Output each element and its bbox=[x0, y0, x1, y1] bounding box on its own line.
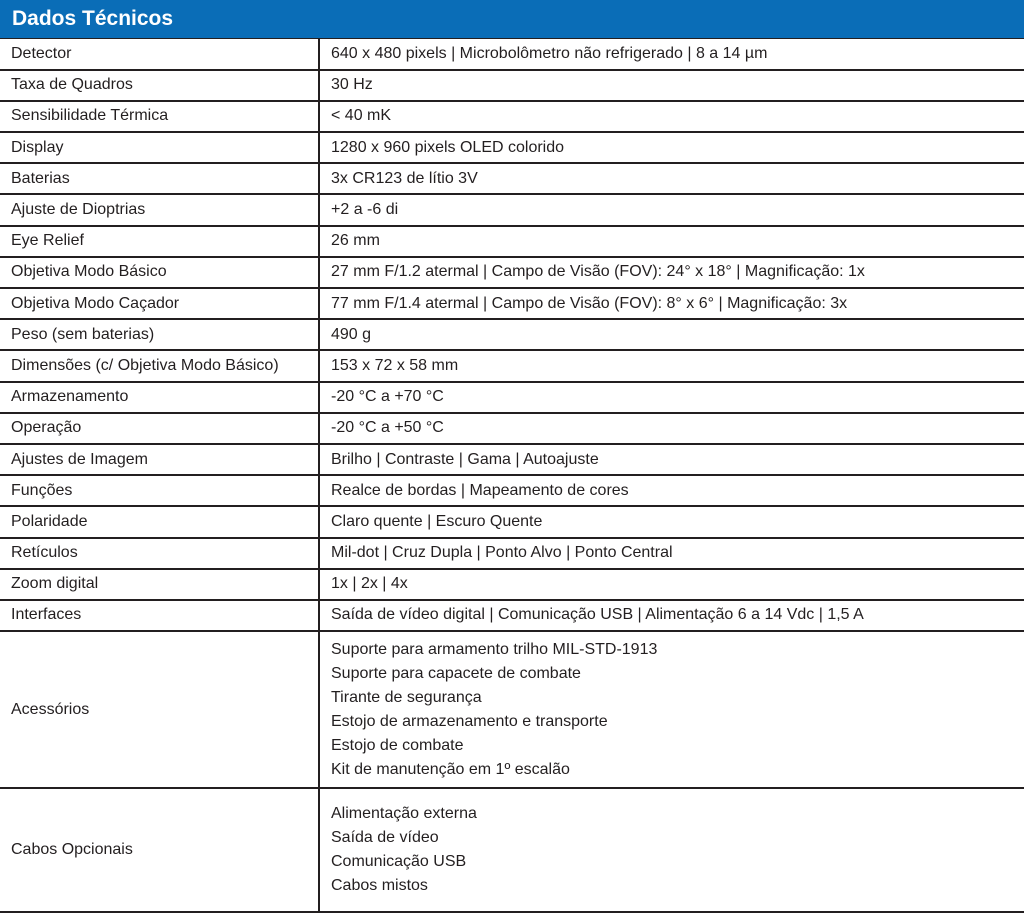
spec-value: Brilho | Contraste | Gama | Autoajuste bbox=[319, 444, 1024, 475]
spec-value: Saída de vídeo digital | Comunicação USB | Alimentação 6 a 14 Vdc | 1,5 A bbox=[319, 600, 1024, 631]
specs-table bbox=[0, 38, 1024, 913]
spec-value: Claro quente | Escuro Quente bbox=[319, 506, 1024, 537]
accessory-item: Kit de manutenção em 1º escalão bbox=[331, 760, 570, 778]
spec-label: Cabos Opcionais bbox=[0, 788, 319, 912]
spec-label: Zoom digital bbox=[0, 569, 319, 600]
spec-value: 27 mm F/1.2 atermal | Campo de Visão (FOV): 24° x 18° | Magnificação: 1x bbox=[319, 257, 1024, 288]
spec-value: 640 x 480 pixels | Microbolômetro não refrigerado | 8 a 14 µm bbox=[319, 39, 1024, 70]
spec-label: Sensibilidade Térmica bbox=[0, 101, 319, 132]
spec-row bbox=[0, 226, 1024, 257]
spec-row bbox=[0, 413, 1024, 444]
spec-row bbox=[0, 600, 1024, 631]
spec-label: Acessórios bbox=[0, 631, 319, 788]
spec-label: Objetiva Modo Caçador bbox=[0, 288, 319, 319]
spec-row bbox=[0, 132, 1024, 163]
spec-row bbox=[0, 506, 1024, 537]
spec-value: Realce de bordas | Mapeamento de cores bbox=[319, 475, 1024, 506]
spec-row bbox=[0, 101, 1024, 132]
spec-row bbox=[0, 288, 1024, 319]
spec-row bbox=[0, 194, 1024, 225]
spec-label: Detector bbox=[0, 39, 319, 70]
spec-row bbox=[0, 475, 1024, 506]
spec-value: 30 Hz bbox=[319, 70, 1024, 101]
spec-label: Ajuste de Dioptrias bbox=[0, 194, 319, 225]
spec-label: Taxa de Quadros bbox=[0, 70, 319, 101]
spec-label: Baterias bbox=[0, 163, 319, 194]
cable-item: Comunicação USB bbox=[331, 853, 467, 871]
spec-value: 1x | 2x | 4x bbox=[319, 569, 1024, 600]
spec-label: Operação bbox=[0, 413, 319, 444]
spec-row bbox=[0, 39, 1024, 70]
accessory-item: Suporte para capacete de combate bbox=[331, 664, 581, 682]
spec-value: -20 °C a +70 °C bbox=[319, 382, 1024, 413]
spec-row bbox=[0, 350, 1024, 381]
spec-row bbox=[0, 569, 1024, 600]
spec-row bbox=[0, 257, 1024, 288]
accessory-item: Estojo de combate bbox=[331, 736, 464, 754]
spec-label: Armazenamento bbox=[0, 382, 319, 413]
accessory-item: Tirante de segurança bbox=[331, 688, 482, 706]
cable-item: Saída de vídeo bbox=[331, 829, 439, 847]
section-title: Dados Técnicos bbox=[0, 0, 1024, 38]
spec-value: 26 mm bbox=[319, 226, 1024, 257]
spec-value: 490 g bbox=[319, 319, 1024, 350]
spec-label: Dimensões (c/ Objetiva Modo Básico) bbox=[0, 350, 319, 381]
accessory-item: Estojo de armazenamento e transporte bbox=[331, 712, 608, 730]
spec-value: 77 mm F/1.4 atermal | Campo de Visão (FOV): 8° x 6° | Magnificação: 3x bbox=[319, 288, 1024, 319]
spec-label: Display bbox=[0, 132, 319, 163]
spec-row bbox=[0, 382, 1024, 413]
spec-row bbox=[0, 319, 1024, 350]
spec-value: 153 x 72 x 58 mm bbox=[319, 350, 1024, 381]
spec-label: Peso (sem baterias) bbox=[0, 319, 319, 350]
spec-row-cabos bbox=[0, 788, 1024, 912]
spec-value: -20 °C a +50 °C bbox=[319, 413, 1024, 444]
spec-row bbox=[0, 163, 1024, 194]
spec-value: 1280 x 960 pixels OLED colorido bbox=[319, 132, 1024, 163]
spec-value: < 40 mK bbox=[319, 101, 1024, 132]
cable-item: Alimentação externa bbox=[331, 805, 477, 823]
spec-label: Polaridade bbox=[0, 506, 319, 537]
cable-list bbox=[319, 788, 1024, 912]
accessory-item: Suporte para armamento trilho MIL-STD-1913 bbox=[331, 640, 658, 658]
spec-value: +2 a -6 di bbox=[319, 194, 1024, 225]
spec-row bbox=[0, 444, 1024, 475]
spec-label: Ajustes de Imagem bbox=[0, 444, 319, 475]
cable-item: Cabos mistos bbox=[331, 877, 428, 895]
spec-label: Interfaces bbox=[0, 600, 319, 631]
spec-label: Objetiva Modo Básico bbox=[0, 257, 319, 288]
accessory-list bbox=[319, 631, 1024, 788]
spec-row bbox=[0, 538, 1024, 569]
spec-row-acessorios bbox=[0, 631, 1024, 788]
spec-row bbox=[0, 70, 1024, 101]
spec-label: Funções bbox=[0, 475, 319, 506]
spec-label: Retículos bbox=[0, 538, 319, 569]
spec-value: 3x CR123 de lítio 3V bbox=[319, 163, 1024, 194]
spec-value: Mil-dot | Cruz Dupla | Ponto Alvo | Ponto Central bbox=[319, 538, 1024, 569]
spec-label: Eye Relief bbox=[0, 226, 319, 257]
